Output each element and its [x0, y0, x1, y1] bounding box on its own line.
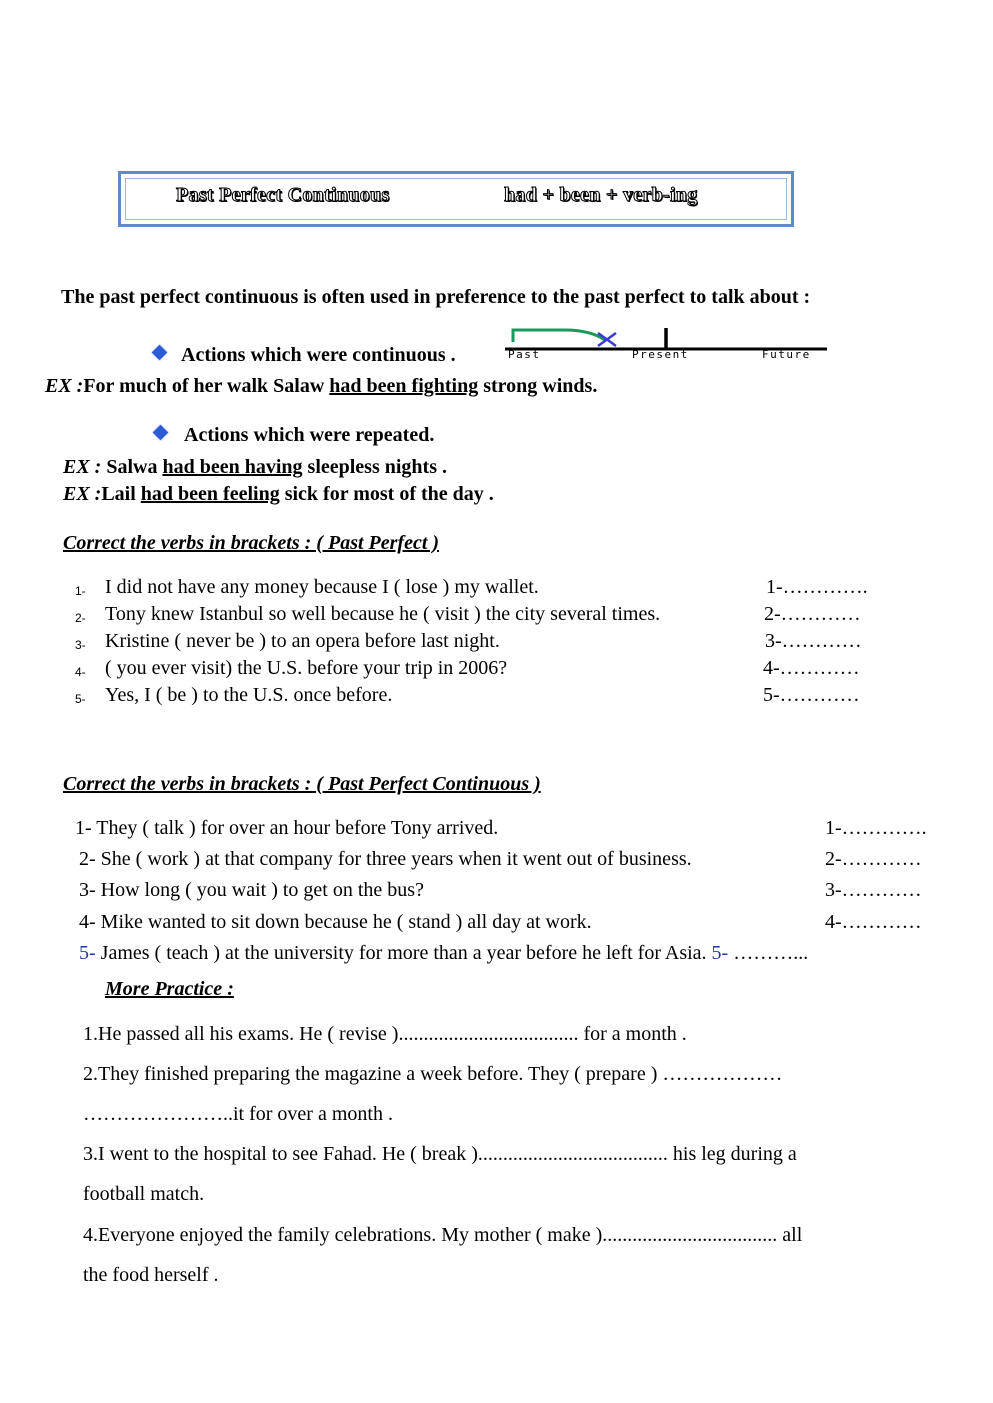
answer-blank[interactable]: 2-…………	[825, 848, 922, 870]
timeline-future-label: Future	[762, 348, 811, 361]
use-heading-repeated: Actions which were repeated.	[184, 424, 435, 446]
exercise-text: Kristine ( never be ) to an opera before last night.	[105, 630, 500, 652]
exercise-text: How long ( you wait ) to get on the bus?	[95, 879, 424, 901]
section-heading-past-perfect: Correct the verbs in brackets : ( Past Perfect )	[63, 532, 440, 554]
section-heading-past-perfect-continuous: Correct the verbs in brackets : ( Past Perfect Continuous )	[63, 773, 541, 795]
practice-line: 3.I went to the hospital to see Fahad. He ( break )...................................... his leg during a	[83, 1143, 797, 1165]
bullet-diamond-icon	[153, 425, 169, 441]
item-number: 4-	[79, 911, 96, 933]
item-number: 4-	[75, 665, 86, 679]
exercise-text: She ( work ) at that company for three years when it went out of business.	[95, 848, 692, 870]
practice-line: 4.Everyone enjoyed the family celebrations. My mother ( make )................................... all	[83, 1224, 803, 1246]
answer-blank[interactable]: 1-………….	[825, 817, 927, 839]
answer-blank[interactable]: 3-…………	[765, 630, 862, 652]
exercise-text: Mike wanted to sit down because he ( stand ) all day at work.	[95, 911, 592, 933]
bullet-diamond-icon	[152, 345, 168, 361]
item-number: 3-	[79, 879, 96, 901]
exercise-line	[79, 879, 424, 902]
example-3: EX :Lail had been feeling sick for most of the day .	[63, 483, 494, 505]
exercise-text: James ( teach ) at the university for more than a year before he left for Asia.	[95, 942, 707, 964]
exercise-line	[75, 817, 498, 840]
answer-blank[interactable]: 4-…………	[763, 657, 860, 679]
answer-blank[interactable]: 4-…………	[825, 911, 922, 933]
example-1: EX :For much of her walk Salaw had been fighting strong winds.	[45, 375, 598, 397]
practice-line: 1.He passed all his exams. He ( revise ).................................... for a month .	[83, 1023, 687, 1045]
item-number: 2-	[79, 848, 96, 870]
title-left: Past Perfect Continuous	[176, 184, 390, 206]
item-number: 2-	[75, 611, 86, 625]
timeline-past-label: Past	[508, 348, 541, 361]
answer-blank[interactable]: 3-…………	[825, 879, 922, 901]
intro-sentence: The past perfect continuous is often used in preference to the past perfect to talk about :	[61, 286, 811, 308]
practice-line: …………………..it for over a month .	[83, 1103, 393, 1125]
item-number: 1-	[75, 817, 92, 839]
answer-blank[interactable]: ………...	[728, 942, 809, 964]
answer-blank[interactable]: 1-………….	[766, 576, 868, 598]
timeline-present-label: Present	[632, 348, 689, 361]
exercise-text: Yes, I ( be ) to the U.S. once before.	[105, 684, 393, 706]
answer-blank[interactable]: 5-…………	[763, 684, 860, 706]
intro-text	[61, 286, 810, 309]
exercise-line	[79, 911, 592, 934]
timeline-arc	[513, 330, 605, 342]
section-heading-more-practice: More Practice :	[105, 978, 234, 1000]
practice-line: 2.They finished preparing the magazine a week before. They ( prepare ) ………………	[83, 1063, 783, 1085]
exercise-line	[79, 848, 692, 871]
exercise-text: They ( talk ) for over an hour before Tony arrived.	[91, 817, 499, 839]
practice-line: the food herself .	[83, 1264, 219, 1286]
practice-line: football match.	[83, 1183, 205, 1205]
item-number: 1-	[75, 584, 86, 598]
item-number: 5-	[75, 692, 86, 706]
exercise-text: ( you ever visit) the U.S. before your trip in 2006?	[105, 657, 508, 679]
answer-blank[interactable]: 2-…………	[764, 603, 861, 625]
exercise-text: I did not have any money because I ( lose ) my wallet.	[105, 576, 539, 598]
item-number: 5-	[79, 942, 96, 964]
title-right: had + been + verb-ing	[504, 184, 698, 206]
example-2: EX : Salwa had been having sleepless nights .	[63, 456, 447, 478]
exercise-line	[79, 942, 808, 965]
item-number: 3-	[75, 638, 86, 652]
exercise-text: Tony knew Istanbul so well because he ( visit ) the city several times.	[105, 603, 661, 625]
use-heading-continuous: Actions which were continuous .	[181, 344, 456, 366]
answer-number: 5-	[711, 942, 729, 964]
